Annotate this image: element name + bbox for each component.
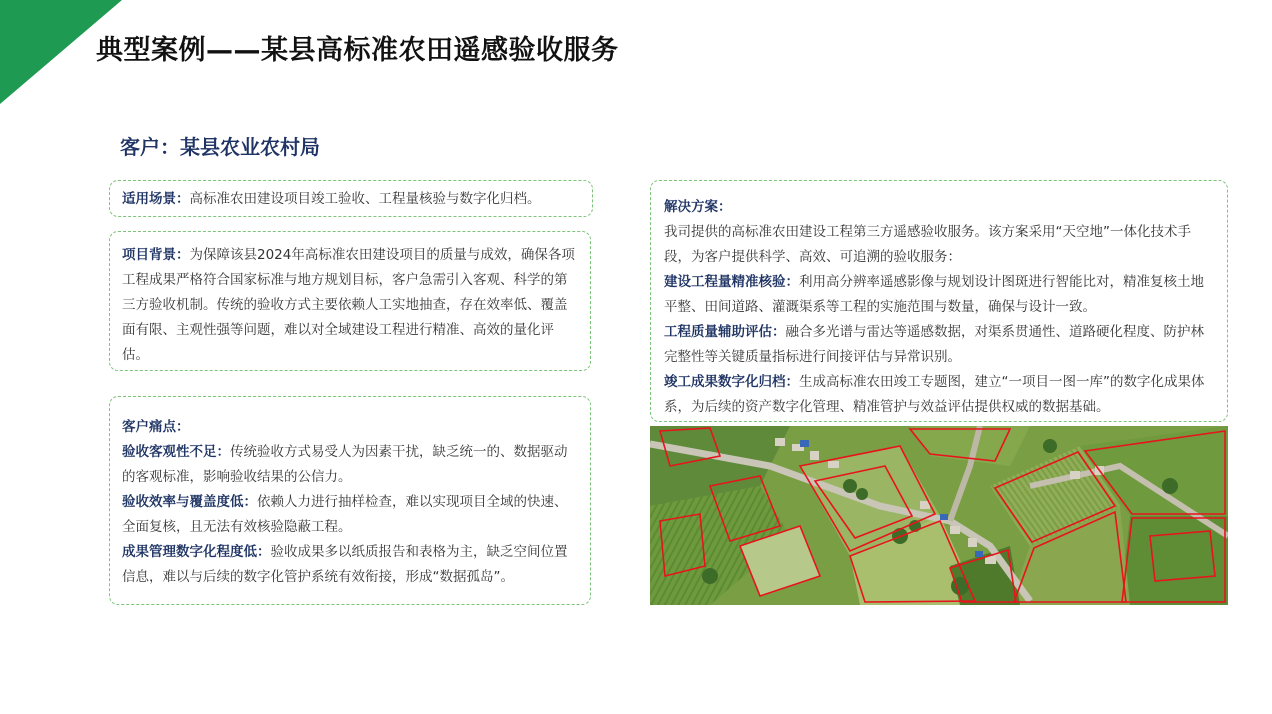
pain-point-item [122,540,578,590]
pain-point-label: 成果管理数字化程度低： [122,544,271,560]
pain-point-text: 验收成果多以纸质报告和表格为主，缺乏空间位置信息，难以与后续的数字化管护系统有效衔接，形成“数据孤岛”。 [122,544,568,585]
aerial-farmland-image [650,426,1228,605]
pain-point-text: 依赖人力进行抽样检查，难以实现项目全域的快速、全面复核，且无法有效核验隐蔽工程。 [122,494,568,535]
solution-text: 生成高标准农田竣工专题图，建立“一项目一图一库”的数字化成果体系，为后续的资产数字化管理、精准管护与效益评估提供权威的数据基础。 [664,374,1205,415]
background-label: 项目背景： [122,247,190,263]
pain-point-label: 验收客观性不足： [122,444,230,460]
background-text: 为保障该县2024年高标准农田建设项目的质量与成效，确保各项工程成果严格符合国家标准与地方规划目标，客户急需引入客观、科学的第三方验收机制。传统的验收方式主要依赖人工实地抽查，存在效率低、覆盖面有限、主观性强等问题，难以对全域建设工程进行精准、高效的量化评估。 [122,247,575,363]
solution-heading: 解决方案： [664,199,732,215]
pain-point-item [122,490,578,540]
pain-points-heading: 客户痛点： [122,419,190,435]
pain-point-text: 传统验收方式易受人为因素干扰，缺乏统一的、数据驱动的客观标准，影响验收结果的公信力。 [122,444,568,485]
solution-label: 建设工程量精准核验： [664,274,799,290]
customer-heading: 客户：某县农业农村局 [120,135,320,159]
solution-intro: 我司提供的高标准农田建设工程第三方遥感验收服务。该方案采用“天空地”一体化技术手段，为客户提供科学、高效、可追溯的验收服务： [664,224,1191,265]
solution-label: 工程质量辅助评估： [664,324,786,340]
page-title: 典型案例——某县高标准农田遥感验收服务 [96,35,619,66]
pain-point-item [122,440,578,490]
solution-text: 融合多光谱与雷达等遥感数据，对渠系贯通性、道路硬化程度、防护林完整性等关键质量指标进行间接评估与异常识别。 [664,324,1204,365]
solution-item [664,370,1213,420]
solution-item [664,270,1213,320]
solution-item [664,320,1213,370]
pain-point-label: 验收效率与覆盖度低： [122,494,257,510]
pain-points-card [109,396,591,605]
scene-label: 适用场景： [122,191,190,207]
solution-label: 竣工成果数字化归档： [664,374,799,390]
solution-text: 利用高分辨率遥感影像与规划设计图斑进行智能比对，精准复核土地平整、田间道路、灌溉渠系等工程的实施范围与数量，确保与设计一致。 [664,274,1204,315]
scene-text: 高标准农田建设项目竣工验收、工程量核验与数字化归档。 [189,191,541,207]
solution-card [650,180,1228,422]
aerial-image-svg [650,426,1228,605]
scene-card [109,180,593,217]
background-card [109,231,591,371]
